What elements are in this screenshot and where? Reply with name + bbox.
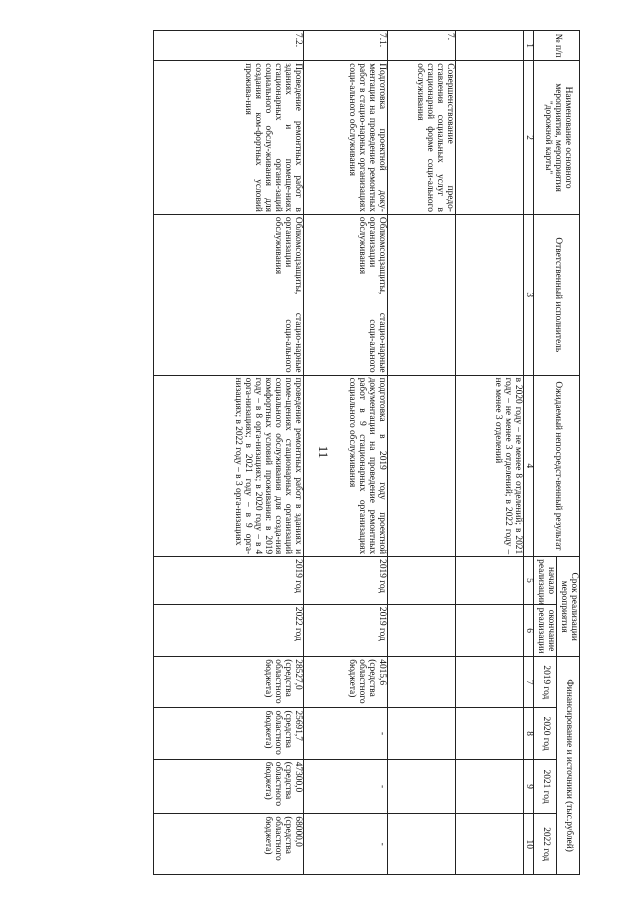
header-num: № п/п: [534, 31, 580, 61]
row-result: в 2020 году – не менее 8 отделений; в 2021 году – не менее 3 отделений; в 2022 году – не менее 3 отделений: [455, 375, 523, 557]
row-num: 7.1.: [303, 31, 387, 61]
row-end: [387, 604, 455, 656]
column-number: 2: [523, 61, 534, 215]
row-start: 2019 год: [153, 557, 303, 605]
row-executor: [387, 214, 455, 375]
row-f2020: 25691,7 (средства областного бюджета): [153, 708, 303, 759]
row-f2020: [387, 708, 455, 759]
header-period-group: Срок реализации мероприятия: [557, 557, 580, 657]
header-finance-group: Финансирование и источники (тыс.рублей): [557, 657, 580, 875]
row-f2021: [387, 759, 455, 814]
header-2021: 2021 год: [534, 759, 557, 814]
header-row-1: [557, 31, 580, 875]
row-f2022: -: [303, 814, 387, 875]
header-2019: 2019 год: [534, 657, 557, 708]
row-f2019: [387, 657, 455, 708]
row-f2019: 4015,6 (средства областного бюджета): [303, 657, 387, 708]
row-start: [455, 557, 523, 605]
row-result: [387, 375, 455, 557]
row-end: 2022 год: [153, 604, 303, 656]
row-f2022: [387, 814, 455, 875]
row-f2019: 28527,0 (средства областного бюджета): [153, 657, 303, 708]
table-row: [387, 31, 455, 875]
row-f2021: -: [303, 759, 387, 814]
column-number-row: [523, 31, 534, 875]
row-executor: Облкомсоцзащиты, стацио-нарные организации соци-ального обслуживания: [303, 214, 387, 375]
row-f2022: 68000,0 (средства областного бюджета): [153, 814, 303, 875]
row-f2022: [455, 814, 523, 875]
row-f2019: [455, 657, 523, 708]
row-f2021: 47300,0 (средства областного бюджета): [153, 759, 303, 814]
header-2020: 2020 год: [534, 708, 557, 759]
row-executor: Облкомсоцзащиты, стацио-нарные организации соци-ального обслуживания: [153, 214, 303, 375]
row-num: [455, 31, 523, 61]
column-number: 4: [523, 375, 534, 557]
page-number: 11: [316, 445, 331, 459]
row-end: 2019 год: [303, 604, 387, 656]
row-start: 2019 год: [303, 557, 387, 605]
row-end: [455, 604, 523, 656]
column-number: 10: [523, 814, 534, 875]
header-end: окончание реализации: [534, 604, 557, 656]
row-name: [455, 61, 523, 215]
header-name: Наименование основного мероприятия, мероприятия "дорожной карты": [534, 61, 580, 215]
row-executor: [455, 214, 523, 375]
row-name: Совершенствование предо-ставления социальных услуг в стационарной форме соци-ального обслуживания: [387, 61, 455, 215]
row-result: подготовка в 2019 году проектной документации на проведение ремонтных работ в 9 стационарных организациях социального обслуживания: [303, 375, 387, 557]
roadmap-table: [153, 30, 580, 875]
column-number: 6: [523, 604, 534, 656]
table-row: [303, 31, 387, 875]
row-num: 7.: [387, 31, 455, 61]
header-start: начало реализации: [534, 557, 557, 605]
row-num: 7.2.: [153, 31, 303, 61]
column-number: 3: [523, 214, 534, 375]
column-number: 8: [523, 708, 534, 759]
header-result: Ожидаемый непосредст-венный результат: [534, 375, 580, 557]
row-f2020: [455, 708, 523, 759]
row-start: [387, 557, 455, 605]
column-number: 9: [523, 759, 534, 814]
row-name: Проведение ремонтных работ в зданиях и помеще-ниях стационарных органи-заций социального обслу-живания для создания ком-фортных условий прожива-ния: [153, 61, 303, 215]
column-number: 7: [523, 657, 534, 708]
rotated-page-content: [60, 30, 580, 875]
column-number: 1: [523, 31, 534, 61]
row-result: проведение ремонтных работ в зданиях и поме-щениях стационарных организаций социального обслуживания для созда-ния комфортных условий проживания: в 2019 году – в 8 орга-низациях; в 2020 году – в 4 орга-низациях; в 2021 году – в 9 орга-низациях; в 2022 году – в 3 орга-низациях: [153, 375, 303, 557]
table-row: [455, 31, 523, 875]
row-f2020: -: [303, 708, 387, 759]
header-executor: Ответственный исполнитель: [534, 214, 580, 375]
row-f2021: [455, 759, 523, 814]
header-2022: 2022 год: [534, 814, 557, 875]
row-name: Подготовка проектной доку-ментации на проведение ремонтных работ в стацио-нарных организациях соци-ального обслуживания: [303, 61, 387, 215]
column-number: 5: [523, 557, 534, 605]
table-row: [153, 31, 303, 875]
